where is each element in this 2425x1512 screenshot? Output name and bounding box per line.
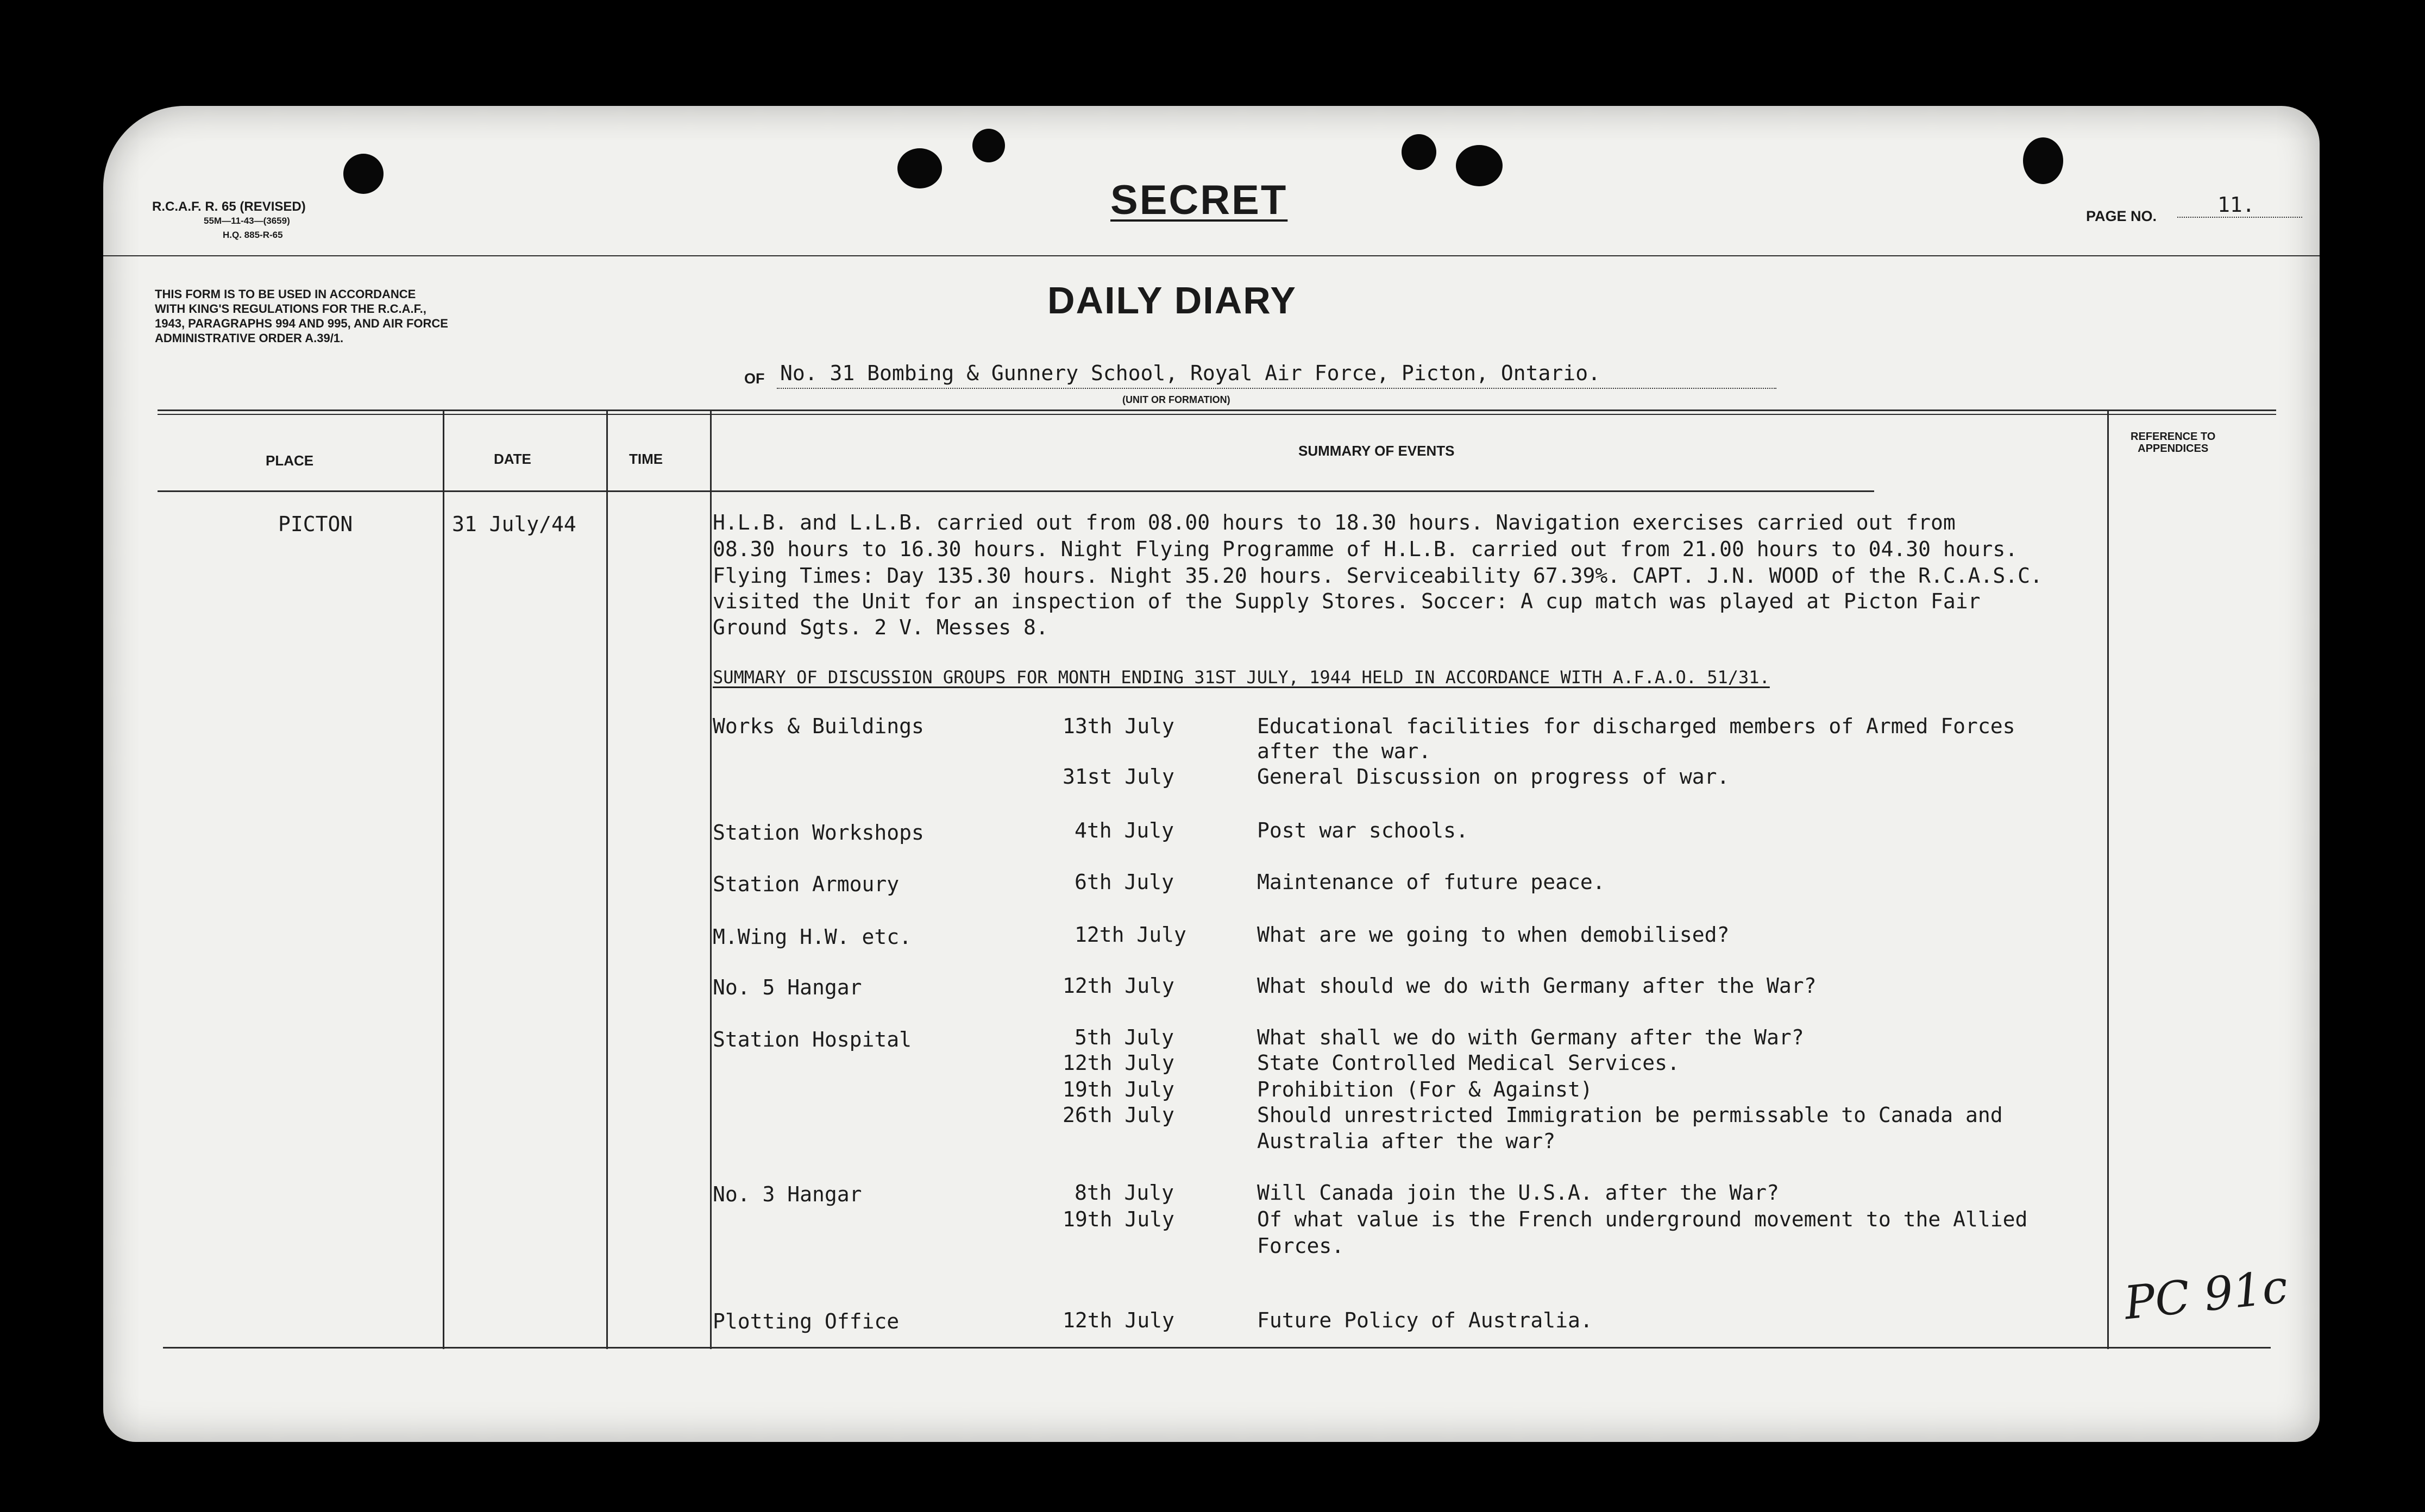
entry-date: 31 July/44 xyxy=(452,512,576,536)
discussion-topic: What are we going to when demobilised? xyxy=(1257,923,1730,947)
discussion-date: 8th July xyxy=(1075,1181,1174,1205)
column-header-date: DATE xyxy=(494,451,531,467)
column-divider xyxy=(443,410,444,1349)
discussion-group: No. 5 Hangar xyxy=(713,975,862,999)
column-header-reference: REFERENCE TO APPENDICES xyxy=(2131,431,2216,455)
table-top-rule-2 xyxy=(158,414,2276,415)
column-divider xyxy=(710,410,712,1349)
page-number-label: PAGE NO. xyxy=(2086,208,2157,224)
discussion-date: 12th July xyxy=(1075,923,1186,947)
discussion-topic: Future Policy of Australia. xyxy=(1257,1308,1593,1332)
punch-hole xyxy=(2023,137,2063,184)
header-rule xyxy=(103,255,2320,256)
page-number-line xyxy=(2177,217,2302,218)
unit-line xyxy=(777,388,1776,389)
punch-hole xyxy=(1456,145,1503,186)
form-instructions: THIS FORM IS TO BE USED IN ACCORDANCE WITH KING'S REGULATIONS FOR THE R.C.A.F., 1943, PARAGRAPHS 994 AND 995, AND AIR FORCE ADMINISTRATIVE ORDER A.39/1. xyxy=(155,287,448,345)
discussion-date: 12th July xyxy=(1063,1051,1174,1075)
column-header-summary: SUMMARY OF EVENTS xyxy=(1298,443,1455,459)
discussion-group: Works & Buildings xyxy=(713,714,924,738)
discussion-date: 6th July xyxy=(1075,870,1174,894)
column-header-time: TIME xyxy=(629,451,663,467)
discussion-date: 4th July xyxy=(1075,818,1174,842)
unit-name: No. 31 Bombing & Gunnery School, Royal Air Force, Picton, Ontario. xyxy=(780,361,1600,385)
discussion-date: 19th July xyxy=(1063,1078,1174,1101)
discussion-group: Plotting Office xyxy=(713,1309,900,1333)
column-divider xyxy=(606,410,608,1349)
discussion-topic: What shall we do with Germany after the War? xyxy=(1257,1025,1804,1049)
classification-label: SECRET xyxy=(1110,177,1288,223)
summary-line: Ground Sgts. 2 V. Messes 8. xyxy=(713,615,1048,639)
discussion-date: 19th July xyxy=(1063,1207,1174,1231)
form-code: R.C.A.F. R. 65 (REVISED) 55M—11-43—(3659) H.Q. 885-R-65 xyxy=(152,199,306,240)
discussion-group: Station Armoury xyxy=(713,872,900,896)
punch-hole xyxy=(972,129,1005,162)
table-header-rule xyxy=(158,490,1874,492)
discussion-group: No. 3 Hangar xyxy=(713,1182,862,1206)
discussion-topic: What should we do with Germany after the War? xyxy=(1257,974,1817,998)
discussion-date: 13th July xyxy=(1063,714,1174,738)
diary-page xyxy=(103,106,2320,1442)
of-label: OF xyxy=(744,370,765,387)
discussion-topic: Educational facilities for discharged members of Armed Forces xyxy=(1257,714,2015,738)
handwritten-reference: PC 91c xyxy=(2121,1259,2290,1330)
discussion-heading: SUMMARY OF DISCUSSION GROUPS FOR MONTH ENDING 31ST JULY, 1944 HELD IN ACCORDANCE WITH A.F.A.O. 51/31. xyxy=(713,667,1770,688)
punch-hole xyxy=(343,154,384,194)
discussion-topic: Forces. xyxy=(1257,1234,1345,1258)
discussion-date: 31st July xyxy=(1063,765,1174,789)
table-bottom-rule xyxy=(163,1347,2271,1349)
discussion-group: M.Wing H.W. etc. xyxy=(713,925,912,949)
discussion-date: 12th July xyxy=(1063,1308,1174,1332)
discussion-topic: General Discussion on progress of war. xyxy=(1257,765,1730,789)
discussion-topic: after the war. xyxy=(1257,739,1431,763)
summary-line: H.L.B. and L.L.B. carried out from 08.00 hours to 18.30 hours. Navigation exercises carried out from xyxy=(713,511,1956,534)
discussion-topic: State Controlled Medical Services. xyxy=(1257,1051,1680,1075)
discussion-topic: Maintenance of future peace. xyxy=(1257,870,1605,894)
page-title: DAILY DIARY xyxy=(1047,279,1297,322)
entry-place: PICTON xyxy=(278,512,353,536)
discussion-topic: Australia after the war? xyxy=(1257,1129,1556,1153)
punch-hole xyxy=(897,148,942,188)
punch-hole xyxy=(1402,134,1436,170)
discussion-topic: Of what value is the French underground movement to the Allied xyxy=(1257,1207,2028,1231)
column-divider xyxy=(2107,410,2109,1349)
discussion-topic: Post war schools. xyxy=(1257,818,1468,842)
discussion-group: Station Workshops xyxy=(713,821,924,845)
summary-line: 08.30 hours to 16.30 hours. Night Flying Programme of H.L.B. carried out from 21.00 hours to 04.30 hours. xyxy=(713,537,2018,561)
discussion-topic: Should unrestricted Immigration be permissable to Canada and xyxy=(1257,1103,2003,1127)
summary-line: visited the Unit for an inspection of the Supply Stores. Soccer: A cup match was played at Picton Fair xyxy=(713,589,1981,613)
summary-line: Flying Times: Day 135.30 hours. Night 35.20 hours. Serviceability 67.39%. CAPT. J.N. WOOD of the R.C.A.S.C. xyxy=(713,564,2043,588)
unit-caption: (UNIT OR FORMATION) xyxy=(1122,394,1230,405)
table-top-rule xyxy=(158,410,2276,411)
discussion-date: 26th July xyxy=(1063,1103,1174,1127)
page-number: 11. xyxy=(2217,193,2255,217)
discussion-topic: Will Canada join the U.S.A. after the War? xyxy=(1257,1181,1779,1205)
discussion-date: 5th July xyxy=(1075,1025,1174,1049)
discussion-date: 12th July xyxy=(1063,974,1174,998)
discussion-topic: Prohibition (For & Against) xyxy=(1257,1078,1593,1101)
column-header-place: PLACE xyxy=(266,452,314,469)
discussion-group: Station Hospital xyxy=(713,1028,912,1051)
